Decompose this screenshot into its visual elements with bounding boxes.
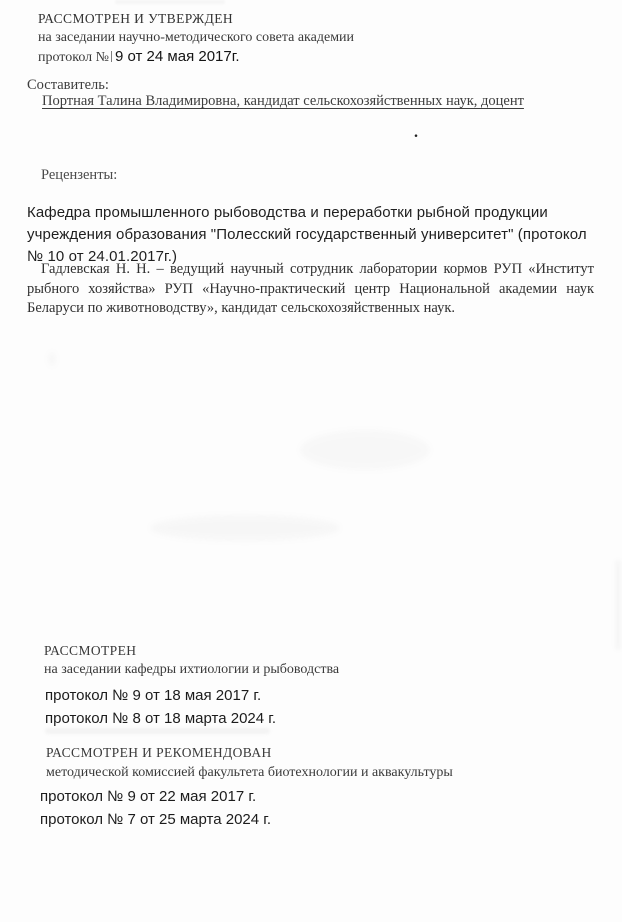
recommended-subtitle: методической комиссией факультета биотехнологии и аквакультуры [46, 765, 453, 780]
review-person-paragraph: Гадлевская Н. Н. – ведущий научный сотрудник лаборатории кормов РУП «Институт рыбного хозяйства» РУП «Научно-практический центр Национальной академии наук Беларуси по животноводству», кандидат сельскохозяйственных наук. [27, 261, 594, 316]
stray-dot: . [414, 124, 418, 141]
recommended-protocol-1: протокол № 9 от 22 мая 2017 г. [40, 788, 257, 805]
scan-artifact-top-crop [115, 0, 225, 4]
scan-artifact-tick [111, 51, 112, 62]
considered-protocol-1: протокол № 9 от 18 мая 2017 г. [45, 687, 262, 704]
recommended-protocol-2: протокол № 7 от 25 марта 2024 г. [40, 811, 272, 828]
approval-title: РАССМОТРЕН И УТВЕРЖДЕН [38, 11, 234, 26]
scan-artifact-erased-line [45, 728, 270, 734]
approval-protocol-value: 9 от 24 мая 2017г. [115, 48, 240, 65]
review-department-paragraph: Кафедра промышленного рыбоводства и переработки рыбной продукции учреждения образования "Полесский государственный университет" (протокол № 10 от 24.01.2017г.) [27, 204, 587, 265]
compiler-name: Портная Талина Владимировна, кандидат сельскохозяйственных наук, доцент [42, 93, 524, 109]
scan-artifact-smudge [48, 352, 56, 366]
scan-artifact-smudge [300, 430, 430, 470]
considered-block [44, 642, 339, 678]
approval-protocol-line [38, 48, 354, 66]
reviewers-label: Рецензенты: [41, 167, 118, 183]
approval-protocol-label: протокол № [38, 50, 109, 65]
scan-artifact-smudge [150, 515, 340, 541]
considered-subtitle: на заседании кафедры ихтиологии и рыбоводства [44, 662, 340, 677]
approval-block [38, 10, 354, 66]
considered-protocol-2: протокол № 8 от 18 марта 2024 г. [45, 710, 277, 727]
approval-subtitle: на заседании научно-методического совета академии [38, 30, 355, 45]
recommended-title: РАССМОТРЕН И РЕКОМЕНДОВАН [46, 745, 272, 760]
recommended-block [46, 744, 453, 781]
considered-title: РАССМОТРЕН [44, 643, 137, 658]
scan-artifact-edge [615, 560, 621, 650]
compiler-label: Составитель: [27, 77, 109, 93]
